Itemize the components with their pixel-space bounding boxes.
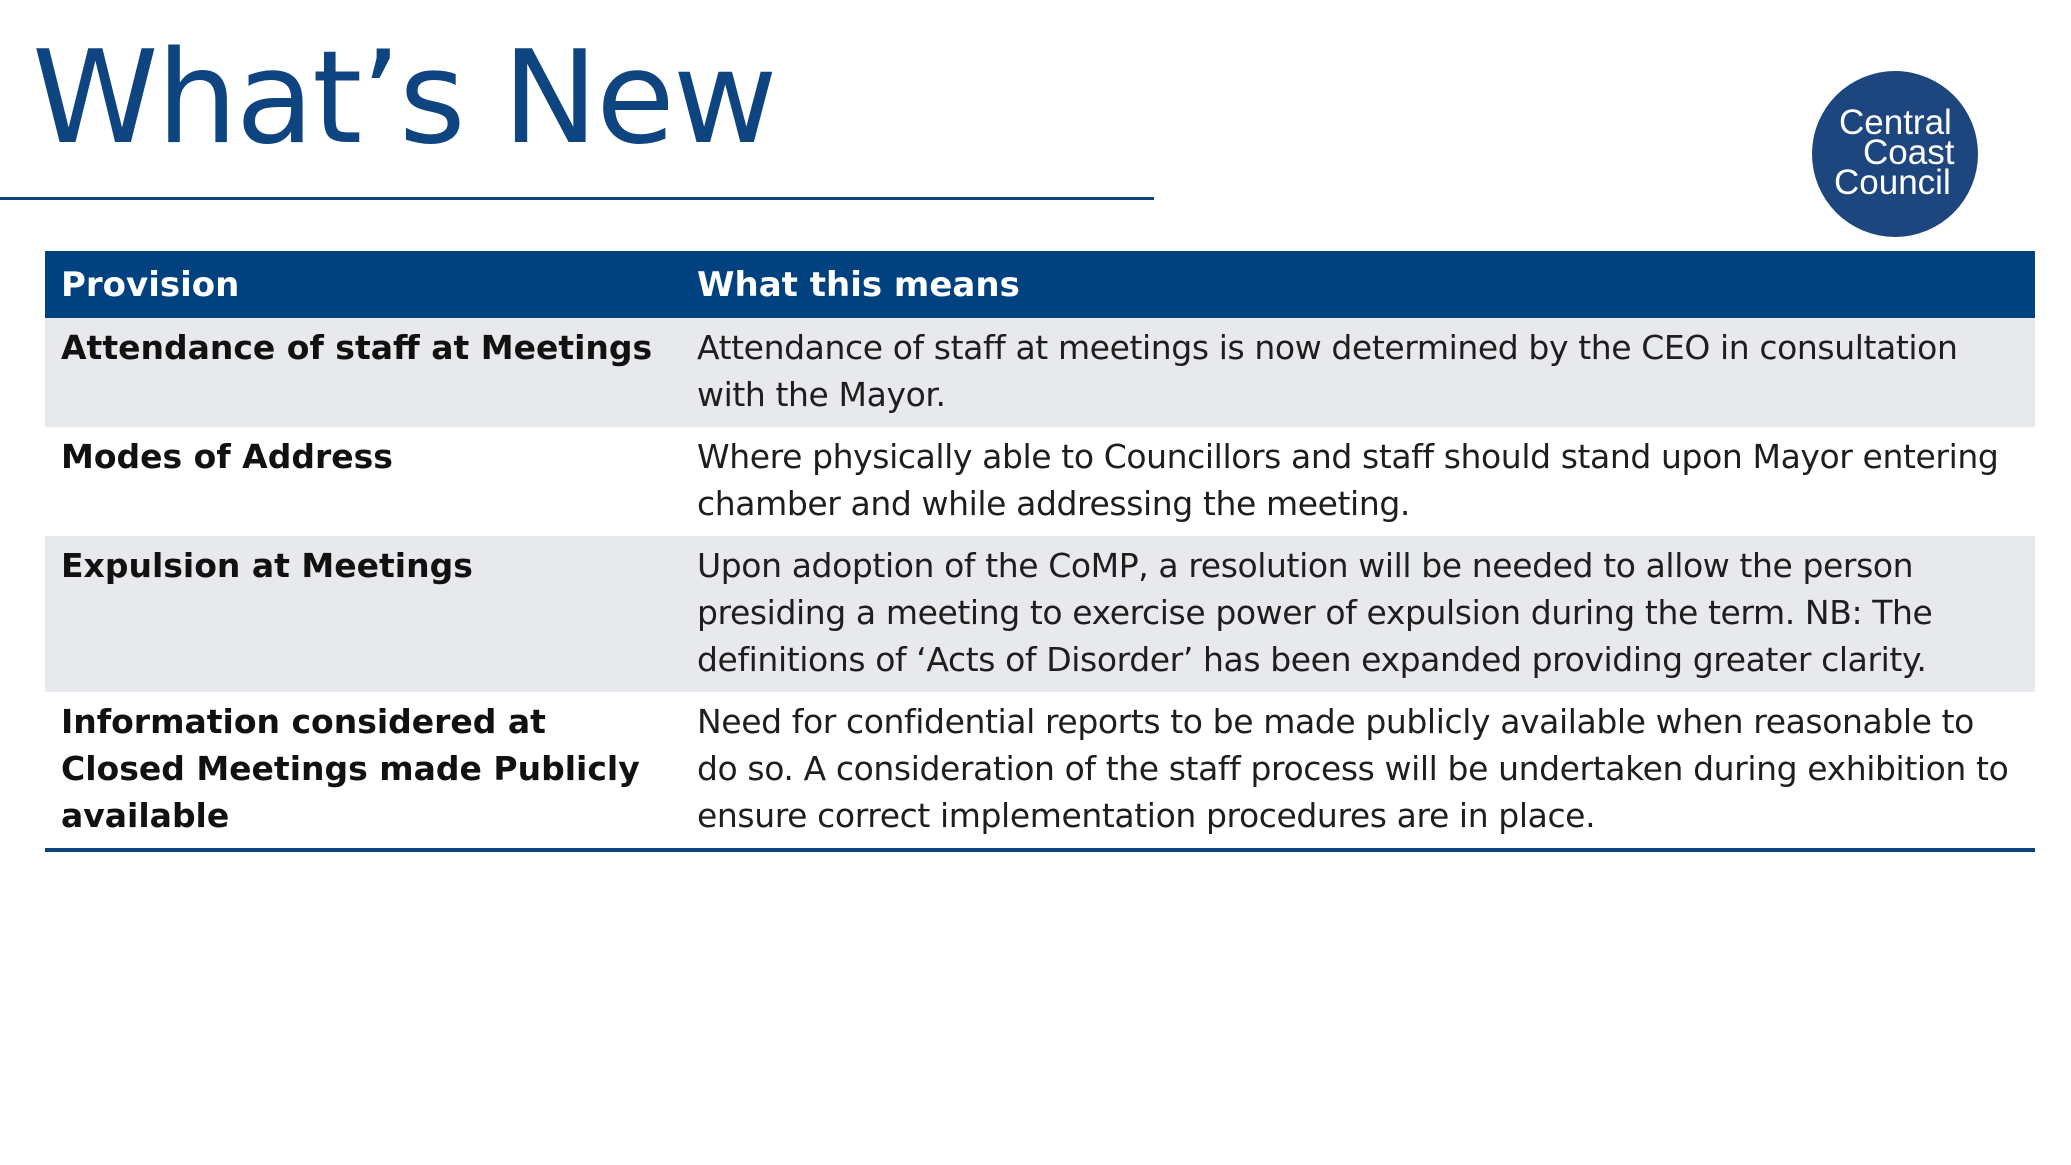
meaning-cell: Upon adoption of the CoMP, a resolution will be needed to allow the person presiding a meeting to exercise power of expulsion during the term. NB: The definitions of ‘Acts of Disorder’ has been expanded providing greater clarity. xyxy=(681,536,2035,692)
meaning-cell: Where physically able to Councillors and staff should stand upon Mayor entering chamber and while addressing the meeting. xyxy=(681,427,2035,536)
table-header-row xyxy=(45,251,2035,318)
header-meaning: What this means xyxy=(681,251,2035,318)
page-title: What’s New xyxy=(32,24,776,173)
meaning-cell: Need for confidential reports to be made publicly available when reasonable to do so. A consideration of the staff process will be undertaken during exhibition to ensure correct implementation procedures are in place. xyxy=(681,692,2035,850)
title-underline xyxy=(0,197,1154,200)
header-provision: Provision xyxy=(45,251,681,318)
table-row xyxy=(45,692,2035,850)
provision-cell: Modes of Address xyxy=(45,427,681,536)
logo-line-council: Council xyxy=(1834,163,1951,202)
provision-cell: Information considered at Closed Meetings made Publicly available xyxy=(45,692,681,850)
meaning-cell: Attendance of staff at meetings is now determined by the CEO in consultation with the Mayor. xyxy=(681,318,2035,427)
provision-cell: Attendance of staff at Meetings xyxy=(45,318,681,427)
logo-line-coast: Coast xyxy=(1863,133,1955,172)
provision-cell: Expulsion at Meetings xyxy=(45,536,681,692)
table-row xyxy=(45,318,2035,427)
council-logo xyxy=(1812,71,1978,237)
logo-line-central: Central xyxy=(1839,103,1952,142)
table-row xyxy=(45,427,2035,536)
table-row xyxy=(45,536,2035,692)
provisions-table xyxy=(45,251,2035,852)
